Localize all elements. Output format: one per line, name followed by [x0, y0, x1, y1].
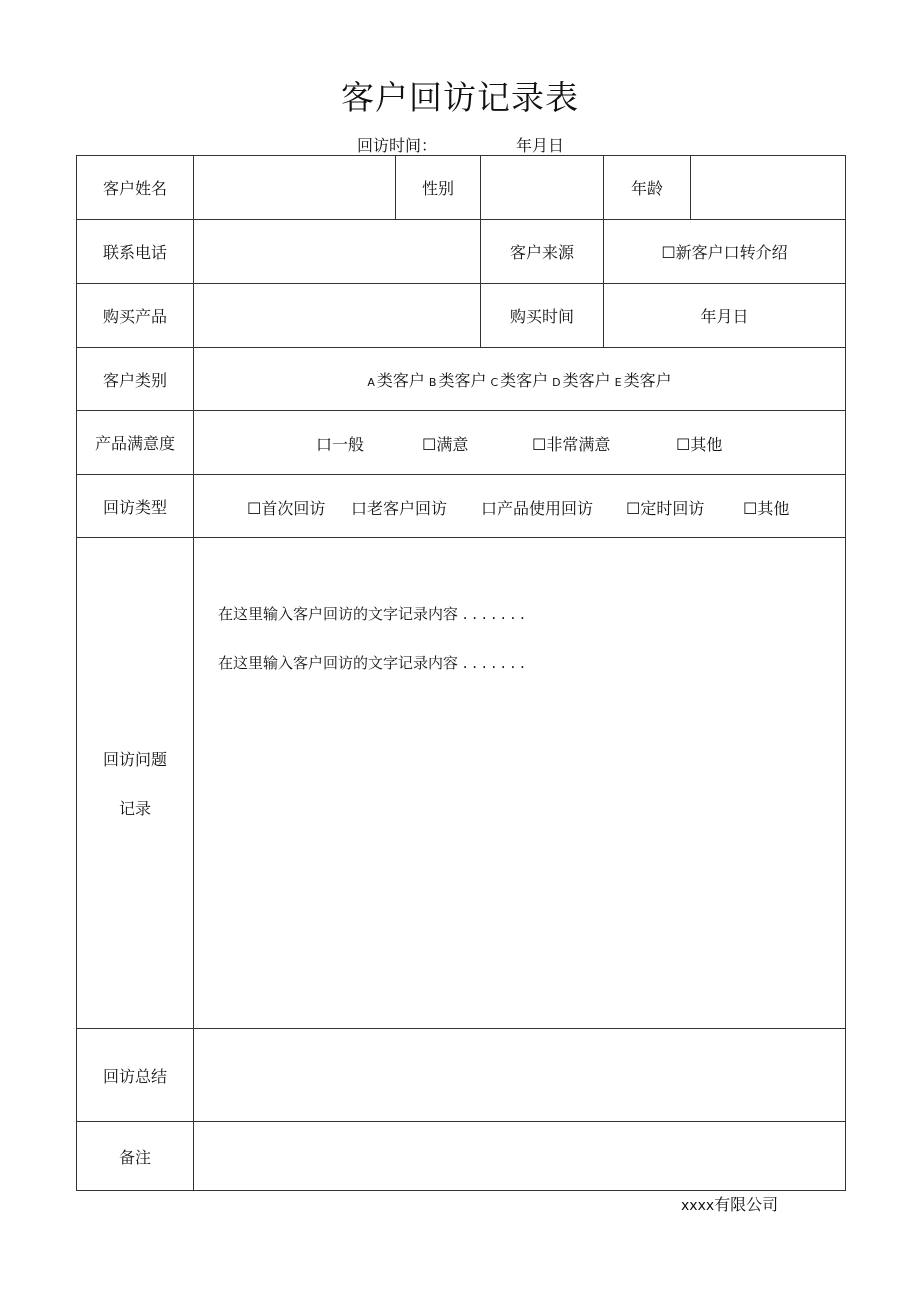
- visit-type-options: [194, 475, 845, 537]
- satisfaction-label: 产品满意度: [94, 434, 175, 453]
- phone-field[interactable]: [194, 220, 480, 283]
- age-field[interactable]: [691, 156, 845, 219]
- category-option-b[interactable]: B 类客户: [428, 370, 487, 390]
- gender-field[interactable]: [481, 156, 603, 219]
- satisfaction-option-satisfied[interactable]: ☐满意: [422, 435, 469, 454]
- issues-label-line-2: 记录: [118, 799, 151, 818]
- form-title: 客户回访记录表: [341, 78, 579, 117]
- age-label: 年龄: [630, 179, 663, 198]
- satisfaction-options: [194, 411, 845, 474]
- category-option-a[interactable]: A 类客户: [367, 370, 425, 390]
- satisfaction-option-general[interactable]: 口一般: [316, 435, 365, 454]
- phone-label: 联系电话: [102, 243, 167, 262]
- customer-source-label: 客户来源: [509, 243, 574, 262]
- issues-record-line-2: 在这里输入客户回访的文字记录内容 . . . . . . .: [218, 654, 525, 672]
- visit-type-option-product-use[interactable]: 口产品使用回访: [481, 499, 594, 518]
- visit-date-value[interactable]: 年月日: [516, 136, 565, 155]
- company-name-placeholder: xxxx: [681, 1198, 715, 1214]
- customer-source-options[interactable]: ☐新客户口转介绍: [661, 243, 788, 262]
- issues-record-area[interactable]: [194, 538, 845, 1028]
- satisfaction-option-other[interactable]: ☐其他: [676, 435, 723, 454]
- issues-record-line-1: 在这里输入客户回访的文字记录内容 . . . . . . .: [218, 605, 525, 623]
- visit-type-label: 回访类型: [102, 497, 167, 517]
- visit-type-option-returning[interactable]: 口老客户回访: [351, 499, 448, 518]
- company-footer: [681, 1192, 778, 1215]
- category-option-c[interactable]: C 类客户: [490, 370, 549, 390]
- purchase-time-label: 购买时间: [509, 307, 574, 326]
- customer-category-options: [194, 348, 845, 410]
- remarks-label: 备注: [118, 1147, 151, 1167]
- summary-field[interactable]: [194, 1029, 845, 1121]
- visit-type-option-other[interactable]: ☐其他: [743, 499, 790, 518]
- gender-label: 性别: [421, 179, 454, 198]
- issues-label-line-1: 回访问题: [102, 750, 167, 769]
- company-suffix: 有限公司: [714, 1195, 779, 1214]
- visit-type-option-first[interactable]: ☐首次回访: [247, 499, 326, 518]
- product-label: 购买产品: [102, 307, 167, 326]
- issues-label: [77, 538, 193, 1028]
- visit-record-form: [76, 155, 846, 1191]
- satisfaction-option-very-satisfied[interactable]: ☐非常满意: [532, 435, 611, 454]
- purchase-time-field[interactable]: 年月日: [700, 307, 749, 326]
- customer-name-label: 客户姓名: [102, 179, 167, 198]
- visit-date-label: 回访时间：: [357, 136, 438, 155]
- customer-category-label: 客户类别: [102, 370, 167, 390]
- remarks-field[interactable]: [194, 1122, 845, 1190]
- summary-label: 回访总结: [102, 1066, 167, 1086]
- category-option-e[interactable]: E 类客户: [614, 370, 672, 390]
- product-field[interactable]: [194, 284, 480, 347]
- customer-name-field[interactable]: [194, 156, 395, 219]
- visit-type-option-scheduled[interactable]: ☐定时回访: [626, 499, 705, 518]
- category-option-d[interactable]: D 类客户: [552, 370, 611, 390]
